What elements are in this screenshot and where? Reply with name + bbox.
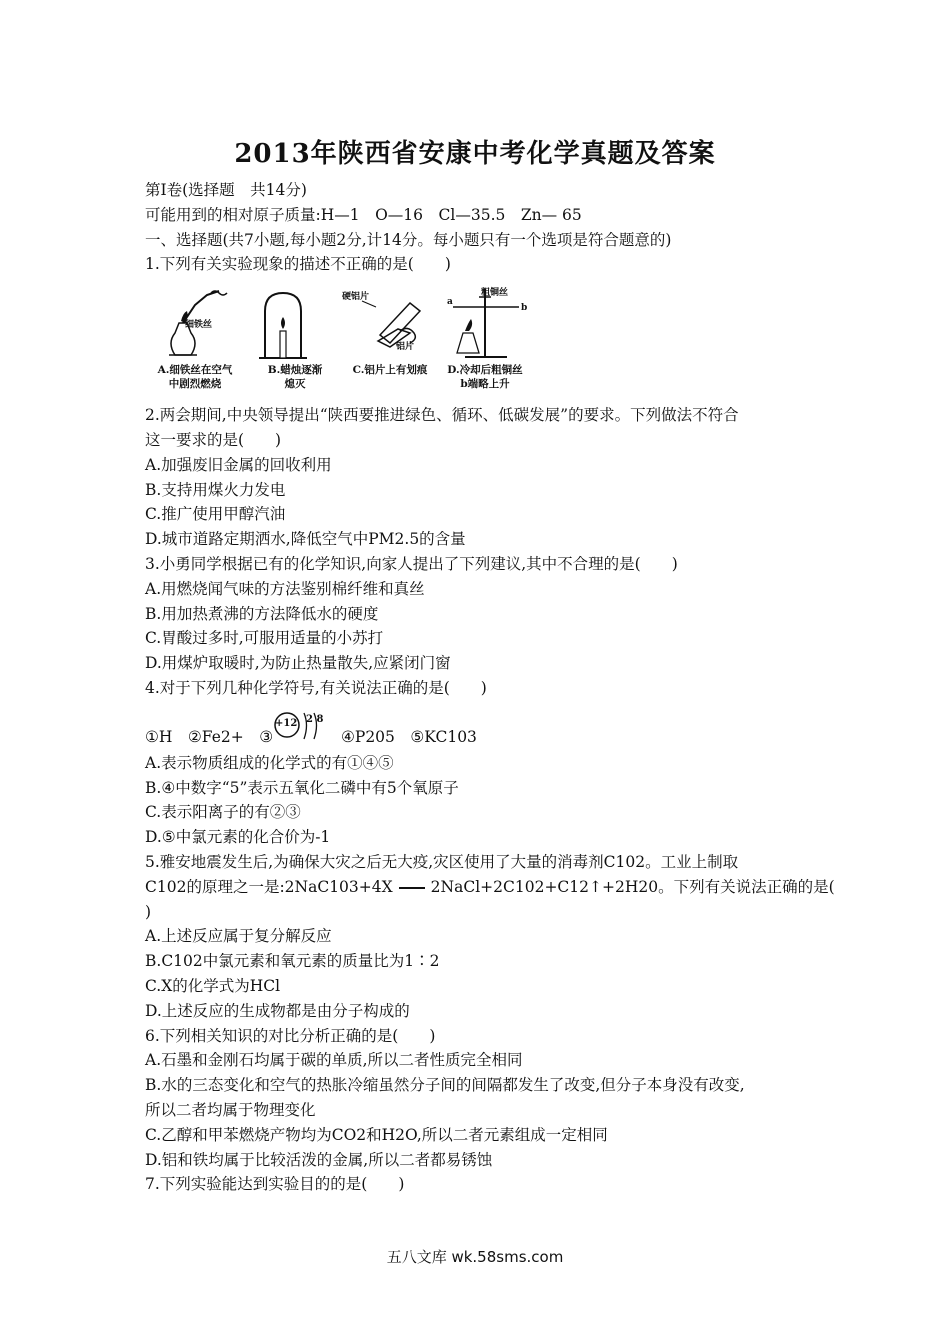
fig-a-caption-line2: 中剧烈燃烧 xyxy=(168,378,222,391)
q5-option-d: D.上述反应的生成物都是由分子构成的 xyxy=(145,1001,410,1020)
q2-stem-1: 2.两会期间,中央领导提出“陕西要推进绿色、循环、低碳发展”的要求。下列做法不符合 xyxy=(145,406,739,425)
q2-stem-2: 这一要求的是( ) xyxy=(145,430,282,449)
atom-shell: 2 8 xyxy=(306,713,324,725)
q6-option-c: C.乙醇和甲苯燃烧产物均为CO2和H2O,所以二者元素组成一定相同 xyxy=(145,1125,608,1144)
fig-b-caption-line2: 熄灭 xyxy=(284,378,306,391)
fig-a-caption-line1: A.细铁丝在空气 xyxy=(157,364,233,377)
q2-option-a: A.加强废旧金属的回收利用 xyxy=(145,455,332,474)
question-body xyxy=(145,178,835,1197)
q4-option-a: A.表示物质组成的化学式的有①④⑤ xyxy=(145,753,394,772)
q5-option-c: C.X的化学式为HCl xyxy=(145,976,281,995)
figure-d xyxy=(435,283,535,401)
fig-d-caption-line2: b端略上升 xyxy=(460,378,510,391)
q5-option-a: A.上述反应属于复分解反应 xyxy=(145,927,332,946)
q5-option-b: B.C102中氯元素和氧元素的质量比为1∶2 xyxy=(145,952,440,971)
atom-nucleus: +12 xyxy=(275,717,298,729)
q3-option-a: A.用燃烧闻气味的方法鉴别棉纤维和真丝 xyxy=(145,579,425,598)
q3-option-b: B.用加热煮沸的方法降低水的硬度 xyxy=(145,604,379,623)
q1-figures xyxy=(145,283,825,401)
figure-b xyxy=(245,283,345,401)
q6-option-b-2: 所以二者均属于物理变化 xyxy=(145,1100,316,1119)
fig-d-caption-line1: D.冷却后粗铜丝 xyxy=(447,364,523,377)
q4-option-c: C.表示阳离子的有②③ xyxy=(145,803,301,822)
fig-c-caption-line1: C.铝片上有划痕 xyxy=(352,364,428,377)
q6-option-d: D.铝和铁均属于比较活泼的金属,所以二者都易锈蚀 xyxy=(145,1150,493,1169)
equation-equals-sign xyxy=(399,887,425,889)
part-heading: 一、选择题(共7小题,每小题2分,计14分。每小题只有一个选项是符合题意的) xyxy=(145,230,672,249)
atomic-masses: 可能用到的相对原子质量:H—1 O—16 Cl—35.5 Zn— 65 xyxy=(145,205,582,224)
q4-symbols-part2: ④P205 ⑤KC103 xyxy=(341,727,477,746)
q4-symbols xyxy=(145,705,825,751)
q1-stem: 1.下列有关实验现象的描述不正确的是( ) xyxy=(145,255,451,274)
fig-b-caption-line1: B.蜡烛逐渐 xyxy=(267,364,323,377)
q4-stem: 4.对于下列几种化学符号,有关说法正确的是( ) xyxy=(145,678,487,697)
q5-stem-1: 5.雅安地震发生后,为确保大灾之后无大疫,灾区使用了大量的消毒剂C102。工业上制取 xyxy=(145,852,739,871)
q2-option-c: C.推广使用甲醇汽油 xyxy=(145,505,286,524)
q4-symbols-part1: ①H ②Fe2+ ③ xyxy=(145,727,274,746)
q2-option-d: D.城市道路定期洒水,降低空气中PM2.5的含量 xyxy=(145,530,466,549)
q6-option-b-1: B.水的三态变化和空气的热胀冷缩虽然分子间的间隔都发生了改变,但分子本身没有改变, xyxy=(145,1076,745,1095)
figure-c xyxy=(340,283,440,401)
q4-option-b: B.④中数字“5”表示五氧化二磷中有5个氧原子 xyxy=(145,778,459,797)
fig-d-caption xyxy=(435,363,535,391)
section-heading: 第Ⅰ卷(选择题 共14分) xyxy=(145,181,307,199)
fig-c-caption xyxy=(340,363,440,377)
q3-option-c: C.胃酸过多时,可服用适量的小苏打 xyxy=(145,629,384,648)
q6-stem: 6.下列相关知识的对比分析正确的是( ) xyxy=(145,1026,436,1045)
page-title: 2013年陕西省安康中考化学真题及答案 xyxy=(234,139,716,169)
q5-stem-3: ) xyxy=(145,902,152,921)
fig-a-caption xyxy=(145,363,245,391)
footer-watermark: 五八文库 wk.58sms.com xyxy=(386,1248,564,1266)
fig-d-label-wire: 粗铜丝 xyxy=(481,288,509,299)
candle-jar-icon xyxy=(245,283,345,363)
fig-c-label-hard: 硬铝片 xyxy=(342,292,370,303)
q5-stem-2 xyxy=(145,875,835,900)
fig-b-caption xyxy=(245,363,345,391)
q3-option-d: D.用煤炉取暖时,为防止热量散失,应紧闭门窗 xyxy=(145,654,451,673)
q5-equation-left: C102的原理之一是:2NaC103+4X xyxy=(145,877,393,896)
q4-option-d: D.⑤中氯元素的化合价为-1 xyxy=(145,828,331,847)
figure-a xyxy=(145,283,245,401)
fig-a-label: 细铁丝 xyxy=(185,320,213,331)
fig-d-label-a: a xyxy=(447,297,453,308)
q7-stem: 7.下列实验能达到实验目的的是( ) xyxy=(145,1175,405,1194)
fig-c-label-al: 铝片 xyxy=(396,342,415,353)
fig-d-label-b: b xyxy=(521,303,528,314)
q5-equation-right: 2NaCl+2C102+C12↑+2H20。下列有关说法正确的是( xyxy=(430,877,835,896)
q6-option-a: A.石墨和金刚石均属于碳的单质,所以二者性质完全相同 xyxy=(145,1051,523,1070)
q2-option-b: B.支持用煤火力发电 xyxy=(145,480,286,499)
q3-stem: 3.小勇同学根据已有的化学知识,向家人提出了下列建议,其中不合理的是( ) xyxy=(145,554,678,573)
